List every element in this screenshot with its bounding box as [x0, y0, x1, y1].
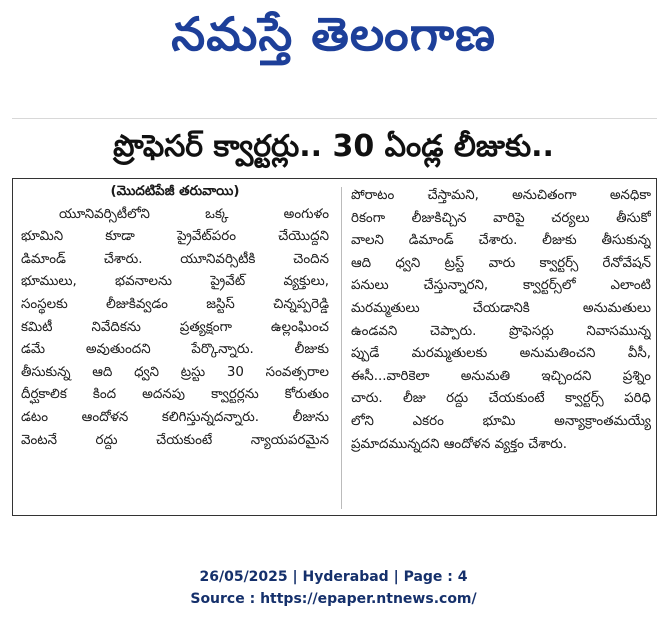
article-line: ఈసీ...వారికెలా అనుమతి ఇచ్చిందని ప్రశ్నిం [351, 368, 651, 384]
article-line: డమే అవుతుందని పేర్కొన్నారు. లీజుకు [21, 342, 329, 358]
article-line: భూములు, భవనాలను ప్రైవేట్ వ్యక్తులు, [21, 274, 329, 290]
footer-source: Source : https://epaper.ntnews.com/ [190, 591, 477, 607]
article-headline: ప్రొఫెసర్ క్వార్టర్లు.. 30 ఏండ్ల లీజుకు.. [113, 129, 554, 164]
footer-date-location: 26/05/2025 | Hyderabad | Page : 4 [199, 569, 468, 585]
masthead-divider [12, 118, 657, 119]
article-line: ఆది ధ్వని ట్రస్ట్ వారు క్వార్టర్స్ రేనోవేషన్ [351, 255, 651, 271]
masthead [0, 0, 667, 80]
article-left-column [21, 181, 329, 452]
masthead-title: నమస్తే తెలంగాణ [171, 7, 496, 61]
article-line: పనులు చేస్తున్నారని, క్వార్టర్స్‌లో ఎలాంటి [351, 278, 651, 294]
article-line: సంస్థలకు లీజుకివ్వడం జస్టిస్ చిన్నప్పరెడ్డి [21, 296, 329, 312]
article-line: ఉండవని చెప్పారు. ప్రొఫెసర్లు నివాసమున్న [351, 323, 651, 339]
article-line: డటం ఆందోళన కలిగిస్తున్నదన్నారు. లీజును [21, 409, 329, 425]
article-line: యూనివర్సిటీలోని ఒక్క అంగుళం [59, 206, 329, 222]
article-line: డిమాండ్ చేశారు. యూనివర్సిటీకి చెందిన [21, 251, 329, 267]
article-line: వాలని డిమాండ్ చేశారు. లీజుకు తీసుకున్న [351, 233, 651, 249]
article-line: తీసుకున్న ఆది ధ్వని ట్రస్టు 30 సంవత్సరాల [21, 364, 329, 380]
article-line: భూమిని కూడా ప్రైవేట్‌పరం చేయొద్దని [21, 229, 329, 245]
article-line: మరమ్మతులు చేయడానికి అనుమతులు [351, 300, 651, 316]
article-line: ప్రమాదమున్నదని ఆందోళన వ్యక్తం చేశారు. [351, 436, 567, 452]
article-line: రికంగా లీజుకిచ్చిన వారిపై చర్యలు తీసుకో [351, 210, 651, 226]
article-line: కమిటీ నివేదికను ప్రత్యక్షంగా ఉల్లంఘించ [21, 319, 329, 335]
footer [0, 566, 667, 610]
article-line: వెంటనే రద్దు చేయకుంటే న్యాయపరమైన [21, 432, 329, 448]
article-line: ప్పుడే మరమ్మతులకు అనుమతించని వీసీ, [351, 346, 651, 362]
article-line: చారు. లీజు రద్దు చేయకుంటే క్వార్టర్స్ పరిధి [351, 391, 651, 407]
article-line: దీర్ఘకాలిక కింద అదనపు క్వార్టర్లను కోరుతుం [21, 387, 329, 403]
article-right-column [351, 185, 651, 456]
continuation-kicker: (మొదటిపేజీ తరువాయి) [110, 184, 240, 199]
headline-block [0, 124, 667, 176]
column-divider [341, 187, 342, 509]
article-line: పోరాటం చేస్తామని, అనుచితంగా అనధికా [351, 188, 651, 203]
article-box [12, 178, 657, 516]
article-line: లోని ఎకరం భూమి అన్యాక్రాంతమయ్యే [351, 413, 651, 429]
